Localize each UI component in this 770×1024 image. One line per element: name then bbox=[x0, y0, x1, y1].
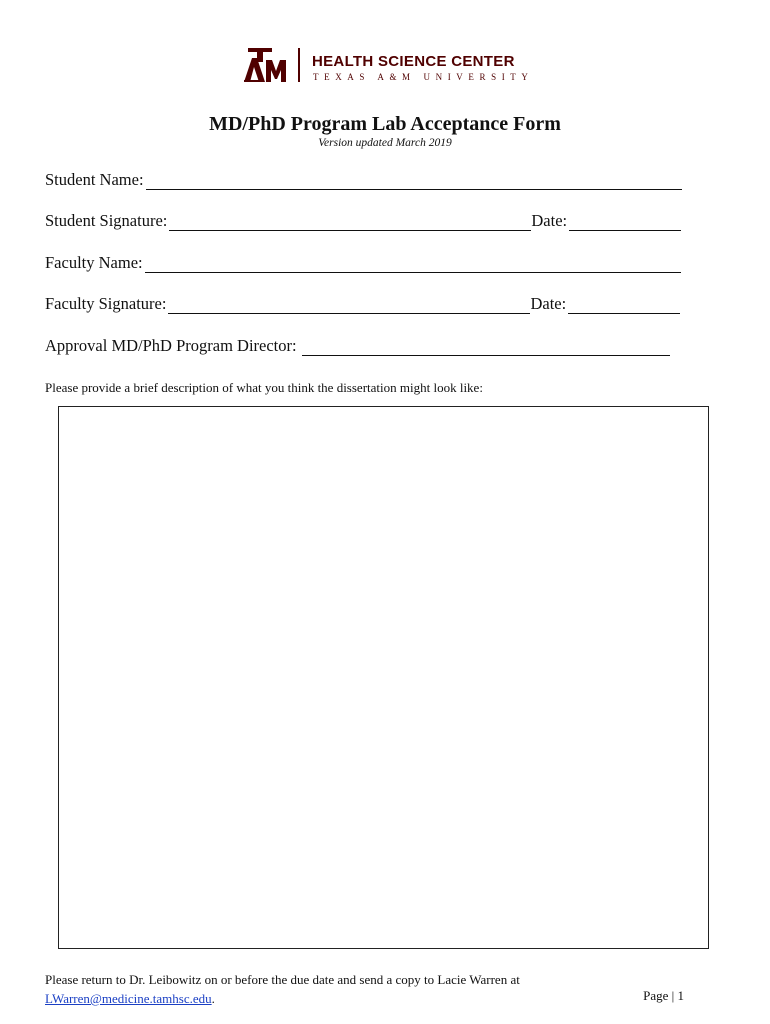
email-period: . bbox=[211, 991, 215, 1006]
approval-line[interactable] bbox=[302, 341, 670, 356]
logo-divider bbox=[298, 48, 300, 82]
student-signature-label: Student Signature: bbox=[45, 211, 168, 230]
description-prompt: Please provide a brief description of what you think the dissertation might look like: bbox=[45, 380, 483, 395]
student-signature-line[interactable] bbox=[169, 216, 531, 231]
return-instructions: Please return to Dr. Leibowitz on or before the due date and send a copy to Lacie Warren at bbox=[45, 972, 520, 987]
faculty-name-field[interactable] bbox=[45, 253, 681, 273]
faculty-date-label: Date: bbox=[530, 294, 567, 313]
contact-email-link[interactable]: LWarren@medicine.tamhsc.edu bbox=[45, 991, 212, 1006]
student-name-line[interactable] bbox=[146, 175, 682, 190]
student-date-line[interactable] bbox=[569, 216, 681, 231]
faculty-date-line[interactable] bbox=[568, 299, 680, 314]
faculty-signature-label: Faculty Signature: bbox=[45, 294, 167, 313]
student-signature-field[interactable] bbox=[45, 211, 681, 231]
faculty-name-line[interactable] bbox=[145, 258, 681, 273]
student-name-label: Student Name: bbox=[45, 170, 144, 189]
form-title: MD/PhD Program Lab Acceptance Form bbox=[209, 113, 561, 135]
version-note: Version updated March 2019 bbox=[318, 137, 452, 149]
atm-logo-icon bbox=[242, 46, 290, 86]
dissertation-description-box[interactable] bbox=[58, 406, 709, 949]
university-name: TEXAS A&M UNIVERSITY bbox=[313, 72, 534, 82]
faculty-signature-field[interactable] bbox=[45, 294, 680, 314]
hsc-logo bbox=[242, 46, 532, 86]
footer-note bbox=[45, 970, 520, 1008]
student-date-label: Date: bbox=[531, 211, 568, 230]
faculty-signature-line[interactable] bbox=[168, 299, 530, 314]
student-name-field[interactable] bbox=[45, 170, 682, 190]
approval-label: Approval MD/PhD Program Director: bbox=[45, 336, 297, 355]
approval-field[interactable] bbox=[45, 336, 670, 356]
page-number: Page | 1 bbox=[643, 988, 684, 1003]
org-name: HEALTH SCIENCE CENTER bbox=[312, 53, 515, 70]
faculty-name-label: Faculty Name: bbox=[45, 253, 143, 272]
